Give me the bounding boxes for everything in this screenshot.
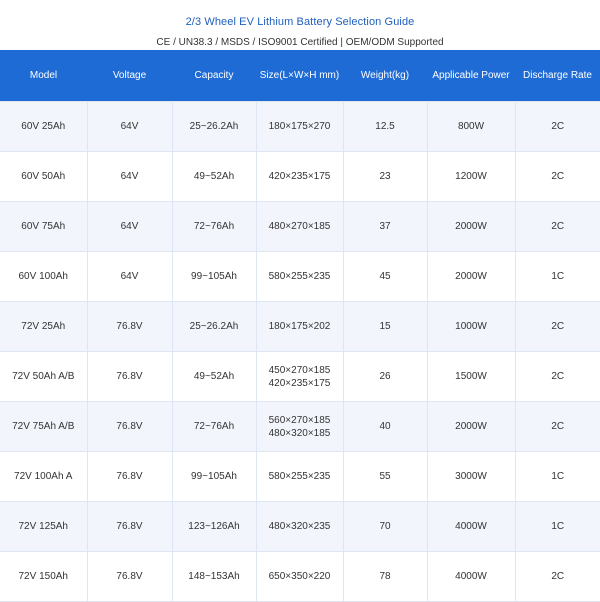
size-line: 580×255×235 (268, 471, 331, 482)
discharge-rate-cell: 2C (515, 202, 600, 252)
voltage-cell: 64V (87, 152, 172, 202)
weight-cell: 78 (343, 552, 427, 602)
table-header (0, 50, 600, 102)
column-header-capacity: Capacity (172, 50, 256, 102)
discharge-rate-cell: 1C (515, 252, 600, 302)
voltage-cell: 76.8V (87, 552, 172, 602)
model-cell: 60V 25Ah (0, 102, 87, 152)
column-header-model: Model (0, 50, 87, 102)
table-header-row (0, 50, 600, 102)
page-subtitle: CE / UN38.3 / MSDS / ISO9001 Certified | OEM/ODM Supported (156, 37, 444, 48)
model-cell: 72V 25Ah (0, 302, 87, 352)
capacity-cell: 123~126Ah (172, 502, 256, 552)
applicable-power-cell: 1200W (427, 152, 515, 202)
weight-cell: 26 (343, 352, 427, 402)
table-body (0, 102, 600, 602)
applicable-power-cell: 2000W (427, 402, 515, 452)
column-header-size: Size(L×W×H mm) (256, 50, 343, 102)
size-cell (256, 102, 343, 152)
applicable-power-cell: 3000W (427, 452, 515, 502)
discharge-rate-cell: 2C (515, 152, 600, 202)
capacity-cell: 72~76Ah (172, 202, 256, 252)
voltage-cell: 64V (87, 202, 172, 252)
discharge-rate-cell: 2C (515, 302, 600, 352)
table-row (0, 452, 600, 502)
applicable-power-cell: 800W (427, 102, 515, 152)
model-cell: 72V 50Ah A/B (0, 352, 87, 402)
capacity-cell: 99~105Ah (172, 452, 256, 502)
capacity-cell: 72~76Ah (172, 402, 256, 452)
table-row (0, 352, 600, 402)
weight-cell: 70 (343, 502, 427, 552)
size-line: 420×235×175 (268, 171, 331, 182)
size-cell (256, 552, 343, 602)
size-cell (256, 152, 343, 202)
page-title: 2/3 Wheel EV Lithium Battery Selection Guide (185, 16, 415, 28)
size-cell (256, 502, 343, 552)
capacity-cell: 25~26.2Ah (172, 102, 256, 152)
weight-cell: 15 (343, 302, 427, 352)
voltage-cell: 76.8V (87, 402, 172, 452)
table-row (0, 402, 600, 452)
applicable-power-cell: 1000W (427, 302, 515, 352)
discharge-rate-cell: 2C (515, 102, 600, 152)
column-header-applicable-power: Applicable Power (427, 50, 515, 102)
model-cell: 72V 100Ah A (0, 452, 87, 502)
table-row (0, 252, 600, 302)
weight-cell: 37 (343, 202, 427, 252)
size-line: 450×270×185 (268, 364, 331, 376)
model-cell: 60V 75Ah (0, 202, 87, 252)
model-cell: 72V 125Ah (0, 502, 87, 552)
size-cell (256, 202, 343, 252)
capacity-cell: 25~26.2Ah (172, 302, 256, 352)
weight-cell: 40 (343, 402, 427, 452)
table-row (0, 502, 600, 552)
table-row (0, 102, 600, 152)
table-row (0, 202, 600, 252)
model-cell: 60V 50Ah (0, 152, 87, 202)
discharge-rate-cell: 2C (515, 402, 600, 452)
applicable-power-cell: 2000W (427, 202, 515, 252)
applicable-power-cell: 4000W (427, 502, 515, 552)
capacity-cell: 148~153Ah (172, 552, 256, 602)
weight-cell: 45 (343, 252, 427, 302)
discharge-rate-cell: 2C (515, 352, 600, 402)
voltage-cell: 64V (87, 252, 172, 302)
size-line: 480×320×185 (268, 427, 331, 439)
discharge-rate-cell: 2C (515, 552, 600, 602)
table-row (0, 152, 600, 202)
size-cell (256, 352, 343, 402)
size-cell (256, 302, 343, 352)
applicable-power-cell: 4000W (427, 552, 515, 602)
model-cell: 72V 75Ah A/B (0, 402, 87, 452)
discharge-rate-cell: 1C (515, 502, 600, 552)
size-line: 580×255×235 (268, 271, 331, 282)
voltage-cell: 76.8V (87, 352, 172, 402)
size-line: 650×350×220 (268, 571, 331, 582)
battery-selection-table (0, 50, 600, 602)
size-line: 480×270×185 (268, 221, 331, 232)
table-row (0, 552, 600, 602)
size-line: 180×175×202 (268, 321, 331, 332)
size-line: 480×320×235 (268, 521, 331, 532)
voltage-cell: 76.8V (87, 452, 172, 502)
voltage-cell: 64V (87, 102, 172, 152)
size-cell (256, 452, 343, 502)
applicable-power-cell: 2000W (427, 252, 515, 302)
weight-cell: 12.5 (343, 102, 427, 152)
voltage-cell: 76.8V (87, 502, 172, 552)
size-line: 420×235×175 (268, 377, 331, 389)
column-header-discharge-rate: Discharge Rate (515, 50, 600, 102)
size-line: 560×270×185 (268, 414, 331, 426)
capacity-cell: 49~52Ah (172, 352, 256, 402)
size-line: 180×175×270 (268, 121, 331, 132)
discharge-rate-cell: 1C (515, 452, 600, 502)
weight-cell: 55 (343, 452, 427, 502)
page-header (0, 0, 600, 50)
weight-cell: 23 (343, 152, 427, 202)
model-cell: 72V 150Ah (0, 552, 87, 602)
column-header-weight: Weight(kg) (343, 50, 427, 102)
size-cell (256, 252, 343, 302)
model-cell: 60V 100Ah (0, 252, 87, 302)
applicable-power-cell: 1500W (427, 352, 515, 402)
table-row (0, 302, 600, 352)
capacity-cell: 49~52Ah (172, 152, 256, 202)
voltage-cell: 76.8V (87, 302, 172, 352)
capacity-cell: 99~105Ah (172, 252, 256, 302)
size-cell (256, 402, 343, 452)
column-header-voltage: Voltage (87, 50, 172, 102)
